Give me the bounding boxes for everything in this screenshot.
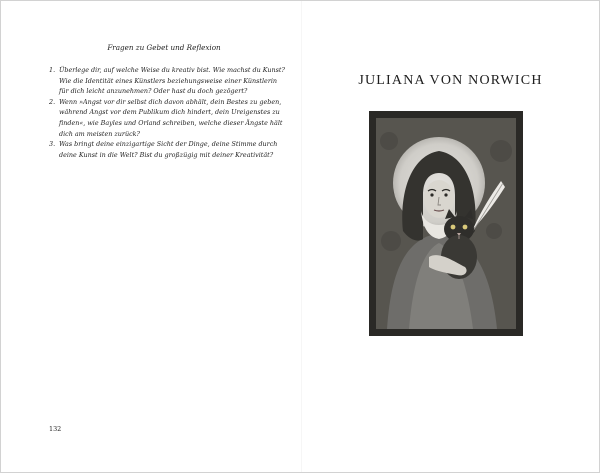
section-heading: Fragen zu Gebet und Reflexion [107, 43, 221, 52]
portrait-title: JULIANA VON NORWICH [358, 73, 543, 88]
saint-with-cat-and-quill-portrait-icon [369, 111, 523, 336]
question-item [49, 97, 285, 139]
question-text: Was bringt deine einzigartige Sicht der Dinge, deine Stimme durch deine Kunst in die Welt? Bist du großzügig mit deiner Kreativität? [59, 140, 278, 159]
question-list [49, 65, 285, 160]
question-item [49, 65, 285, 97]
question-item [49, 139, 285, 160]
question-number: 3. [49, 140, 56, 149]
portrait-frame [369, 111, 523, 336]
question-text: Wenn »Angst vor dir selbst dich davon abhält, dein Bestes zu geben, während Angst vor dem Publikum dich hindert, dein Ureigenstes zu finden«, wie Bayles und Orland schreiben, welche dieser Ängste hält dich am meisten zurück? [59, 97, 283, 138]
page-number: 132 [49, 425, 62, 433]
right-page [302, 1, 599, 472]
question-text: Überlege dir, auf welche Weise du kreativ bist. Wie machst du Kunst? Wie die Identität eines Künstlers beziehungsweise einer Künstlerin für dich leicht anzunehmen? Oder hast du doch gezögert? [59, 66, 285, 96]
question-number: 2. [49, 97, 56, 106]
left-page [1, 1, 301, 472]
question-number: 1. [49, 66, 56, 74]
